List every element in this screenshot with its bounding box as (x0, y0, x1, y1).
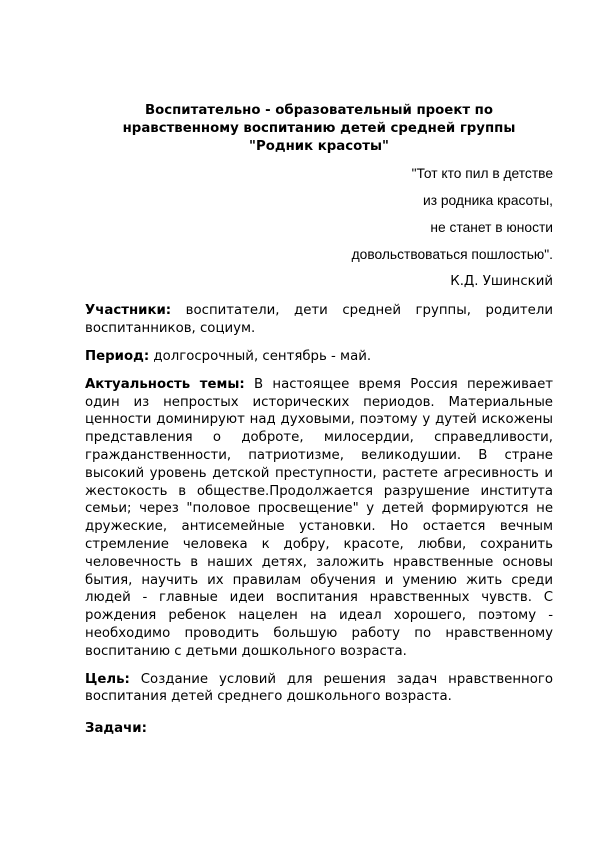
epigraph (85, 165, 553, 290)
relevance-text: В настоящее время Россия переживает один из непростых исторических периодов. Материальные ценности доминируют над духовыми, поэтому у дутей искожены представления о доброте, милосердии, справедливости, гражданственности, патриотизме, великодушии. В стране высокий уровень детской преступности, растете агресивность и жестокость в обществе.Продолжается разрушение института семьи; через "половое просвещение" у детей формируются не дружеские, антисемейные установки. Но остается вечным стремление человека к добру, красоте, любви, сохранить человечность в наших детях, заложить нравственные основы бытия, научить их правилам обучения и умению жить среди людей - главные идеи воспитания нравственных чувств. С рождения ребенок нацелен на идеал хорошего, поэтому - необходимо проводить большую работу по нравственному воспитанию с детьми дошкольного возраста. (85, 376, 553, 659)
period-label: Период: (85, 348, 150, 364)
epigraph-line-1: "Тот кто пил в детстве (411, 166, 553, 182)
period-text: долгосрочный, сентябрь - май. (149, 348, 372, 364)
title-line-2: нравственному воспитанию детей средней группы (122, 120, 516, 136)
relevance-paragraph (85, 376, 553, 661)
participants-text: воспитатели, дети средней группы, родители воспитанников, социум. (85, 303, 553, 337)
relevance-label: Актуальность темы: (85, 376, 245, 392)
goal-label: Цель: (85, 671, 130, 687)
participants-paragraph (85, 302, 553, 338)
title-line-3: "Родник красоты" (249, 138, 389, 154)
tasks-heading: Задачи: (85, 721, 147, 737)
document-page (85, 102, 553, 738)
document-title (85, 102, 553, 155)
period-paragraph (85, 348, 553, 366)
goal-paragraph (85, 671, 553, 707)
epigraph-line-3: не станет в юности (430, 219, 553, 235)
participants-label: Участники: (85, 303, 172, 319)
epigraph-line-2: из родника красоты, (422, 193, 553, 209)
epigraph-author: К.Д. Ушинский (450, 273, 553, 289)
title-line-1: Воспитательно - образовательный проект по (144, 103, 494, 118)
goal-text: Создание условий для решения задач нравственного воспитания детей среднего дошкольного возраста. (85, 671, 553, 705)
epigraph-line-4: довольствоваться пошлостью". (351, 246, 553, 262)
